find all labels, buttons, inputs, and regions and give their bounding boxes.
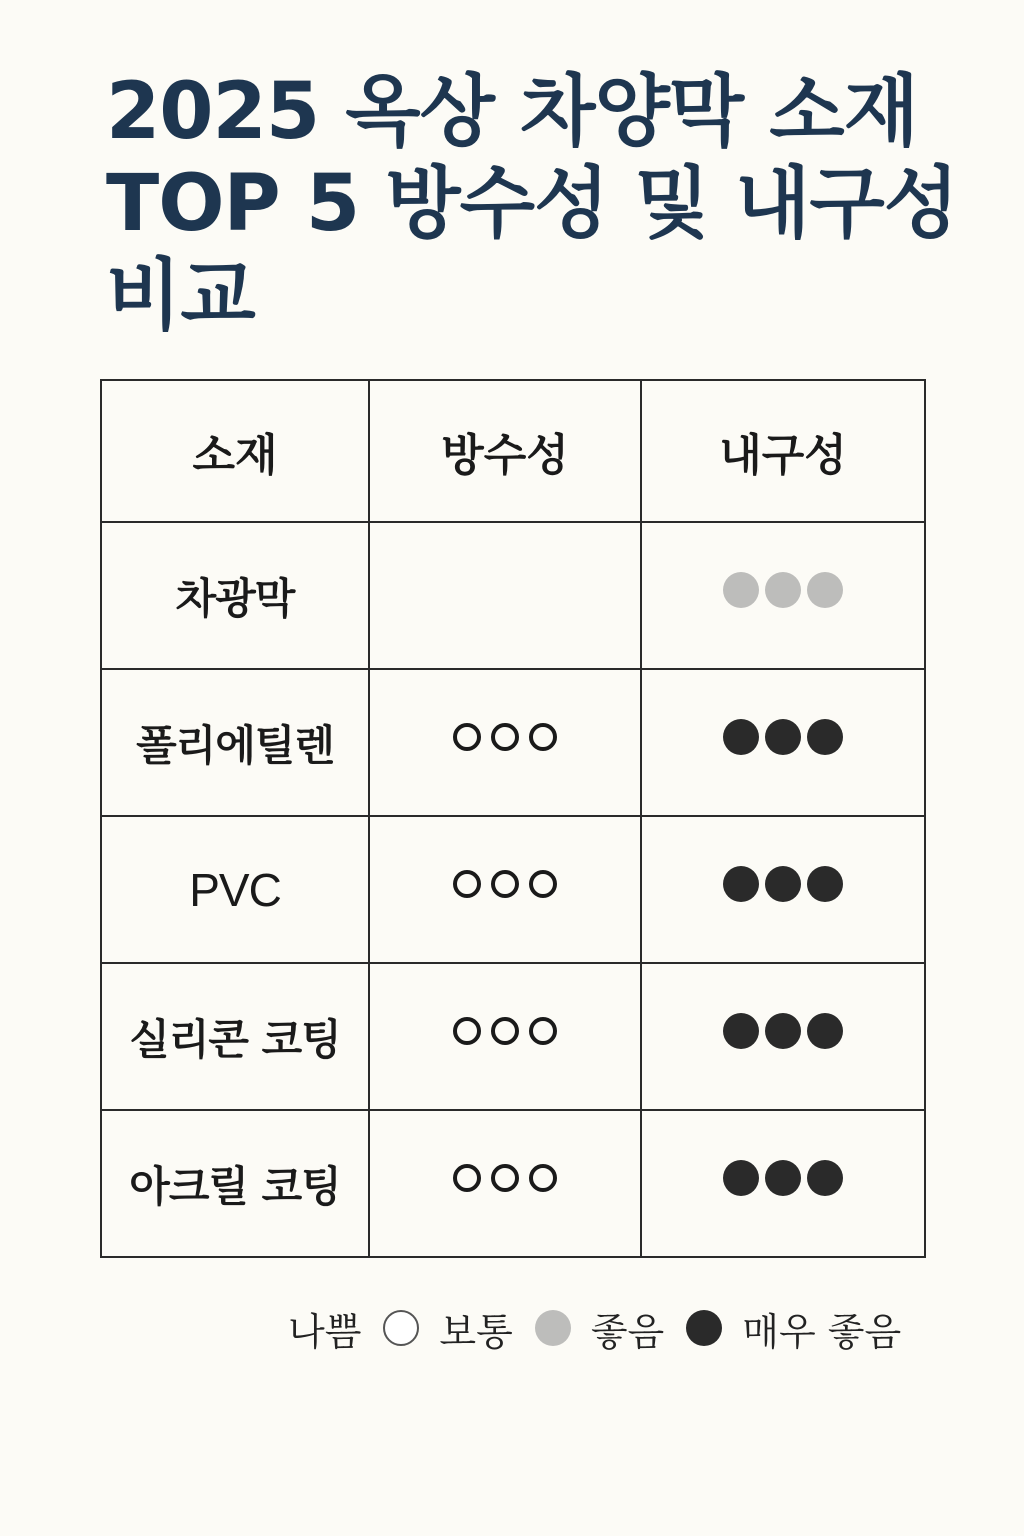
legend-gray-circle-icon <box>535 1310 571 1346</box>
rating-dots <box>723 1160 843 1196</box>
empty-circle-icon <box>453 723 481 751</box>
durability-rating <box>641 1110 925 1257</box>
rating-dots <box>453 1164 557 1192</box>
rating-dots <box>453 723 557 751</box>
filled-circle-icon <box>723 1013 759 1049</box>
material-cell: PVC <box>101 816 369 963</box>
gray-circle-icon <box>765 572 801 608</box>
filled-circle-icon <box>765 1013 801 1049</box>
title-line-2: TOP 5 방수성 및 내구성 <box>106 159 959 249</box>
page-title <box>106 66 959 342</box>
empty-circle-icon <box>453 1017 481 1045</box>
empty-circle-icon <box>453 1164 481 1192</box>
empty-circle-icon <box>529 1164 557 1192</box>
table-row <box>101 1110 925 1257</box>
header-waterproof: 방수성 <box>369 380 641 522</box>
filled-circle-icon <box>807 719 843 755</box>
empty-circle-icon <box>529 870 557 898</box>
legend-label-normal: 보통 <box>439 1309 513 1354</box>
filled-circle-icon <box>723 866 759 902</box>
header-material: 소재 <box>101 380 369 522</box>
header-durability: 내구성 <box>641 380 925 522</box>
waterproof-rating <box>369 1110 641 1257</box>
material-cell: 실리콘 코팅 <box>101 963 369 1110</box>
durability-rating <box>641 816 925 963</box>
rating-dots <box>723 572 843 608</box>
filled-circle-icon <box>807 1160 843 1196</box>
waterproof-rating <box>369 522 641 669</box>
empty-circle-icon <box>491 723 519 751</box>
empty-circle-icon <box>529 723 557 751</box>
legend-filled-circle-icon <box>686 1310 722 1346</box>
legend-label-bad: 나쁨 <box>288 1309 362 1354</box>
filled-circle-icon <box>807 1013 843 1049</box>
table-row <box>101 816 925 963</box>
legend-label-very-good: 매우 좋음 <box>742 1309 902 1354</box>
rating-dots <box>453 1017 557 1045</box>
waterproof-rating <box>369 816 641 963</box>
waterproof-rating <box>369 963 641 1110</box>
filled-circle-icon <box>765 1160 801 1196</box>
filled-circle-icon <box>807 866 843 902</box>
material-cell: 아크릴 코팅 <box>101 1110 369 1257</box>
comparison-table <box>100 379 926 1258</box>
table-row <box>101 669 925 816</box>
material-cell: 차광막 <box>101 522 369 669</box>
empty-circle-icon <box>453 870 481 898</box>
title-line-3: 비교 <box>106 251 255 341</box>
filled-circle-icon <box>765 719 801 755</box>
rating-dots <box>723 1013 843 1049</box>
gray-circle-icon <box>807 572 843 608</box>
gray-circle-icon <box>723 572 759 608</box>
empty-circle-icon <box>491 1164 519 1192</box>
rating-dots <box>723 866 843 902</box>
table-row <box>101 522 925 669</box>
title-line-1: 2025 옥상 차양막 소재 <box>106 67 918 157</box>
filled-circle-icon <box>723 719 759 755</box>
legend-empty-circle-icon <box>383 1310 419 1346</box>
empty-circle-icon <box>529 1017 557 1045</box>
filled-circle-icon <box>765 866 801 902</box>
table-row <box>101 963 925 1110</box>
table-header-row <box>101 380 925 522</box>
material-cell: 폴리에틸렌 <box>101 669 369 816</box>
legend-label-good: 좋음 <box>590 1309 665 1354</box>
waterproof-rating <box>369 669 641 816</box>
rating-dots <box>723 719 843 755</box>
durability-rating <box>641 669 925 816</box>
legend <box>288 1302 923 1354</box>
rating-dots <box>453 870 557 898</box>
durability-rating <box>641 963 925 1110</box>
empty-circle-icon <box>491 1017 519 1045</box>
empty-circle-icon <box>491 870 519 898</box>
durability-rating <box>641 522 925 669</box>
filled-circle-icon <box>723 1160 759 1196</box>
